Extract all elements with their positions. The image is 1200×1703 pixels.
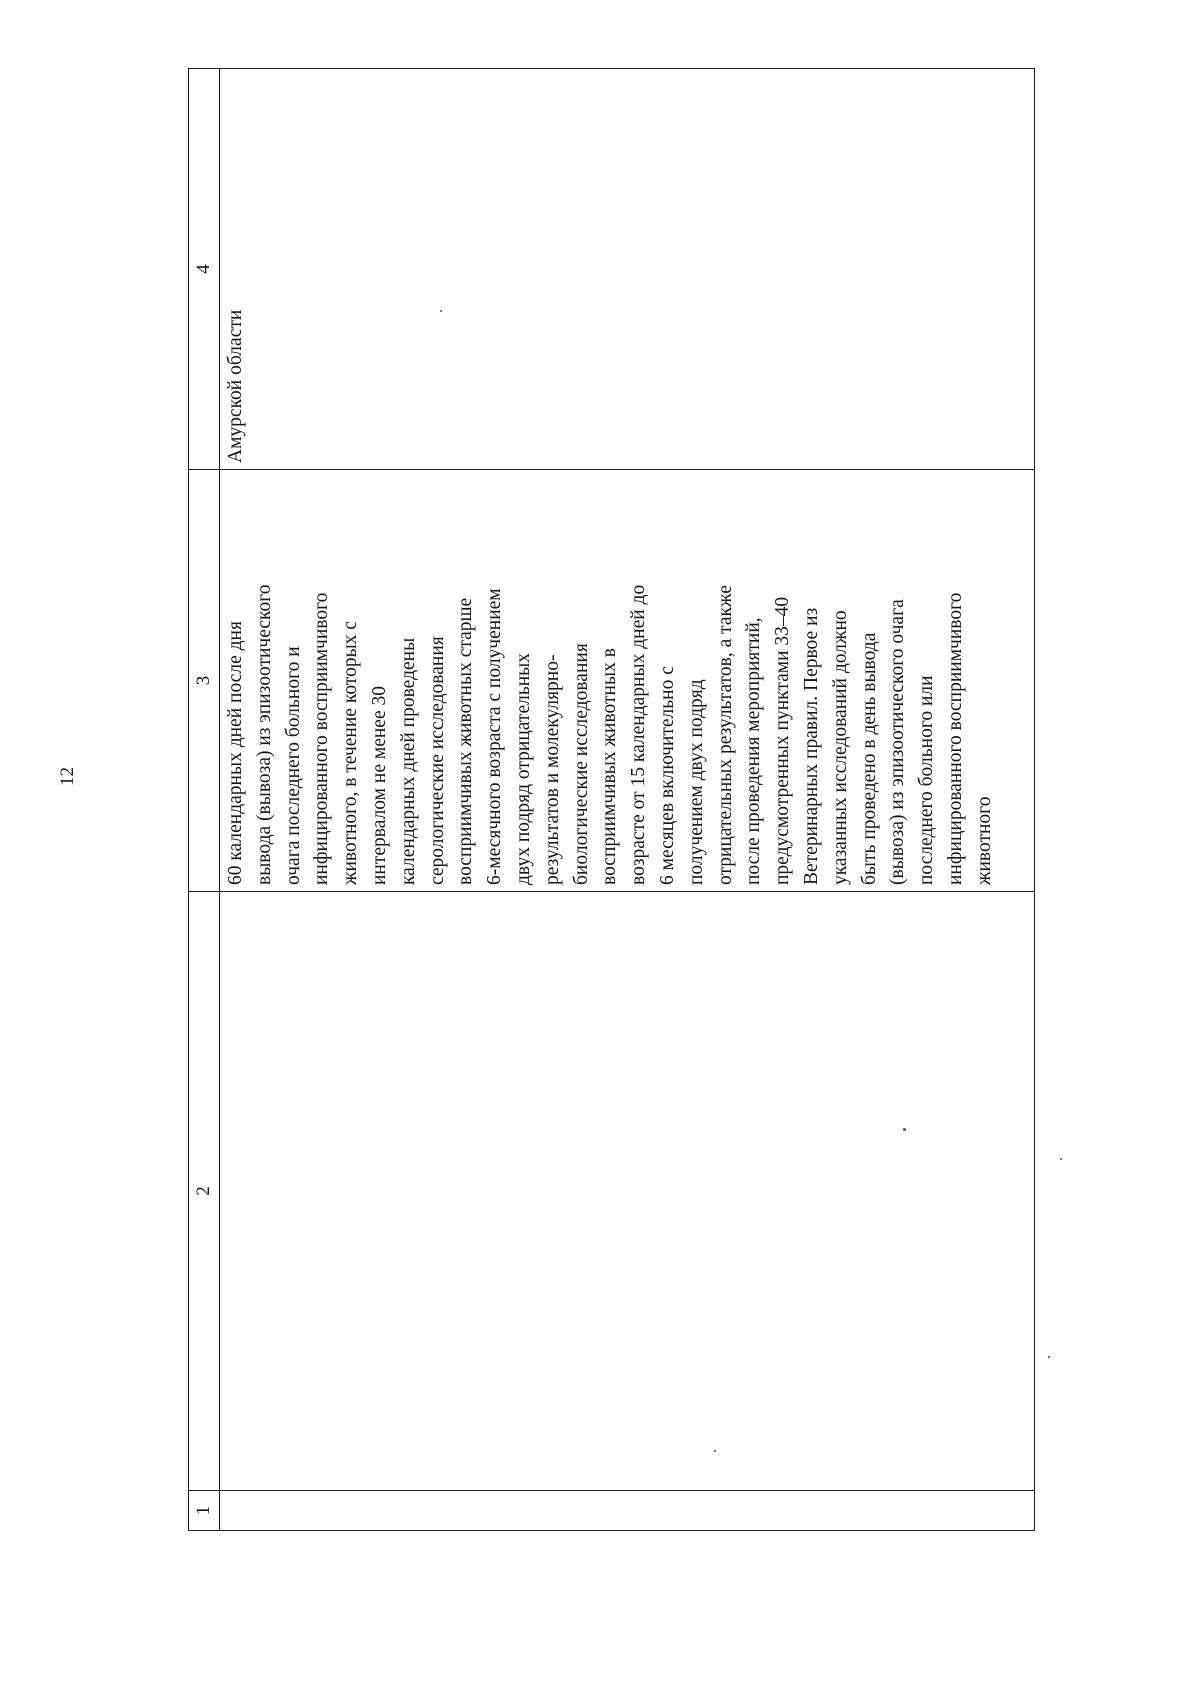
text-line: календарных дней проведены (397, 637, 419, 885)
cell-col-4 (220, 69, 1035, 470)
header-col-2: 2 (189, 892, 220, 1491)
text-line: вывода (вывоза) из эпизоотического (253, 584, 275, 885)
scan-speck (903, 1128, 906, 1131)
scan-speck (714, 1450, 716, 1452)
text-line: предусмотренных пунктами 33–40 (772, 596, 794, 885)
scan-speck (1048, 1356, 1050, 1358)
text-line: животного, в течение которых с (340, 621, 362, 885)
text-line: после проведения мероприятий, (743, 617, 765, 885)
text-line: 6 месяцев включительно с (656, 666, 678, 885)
header-col-3: 3 (189, 470, 220, 892)
table (188, 68, 1035, 1531)
scan-speck (1060, 1158, 1062, 1160)
text-line: 60 календарных дней после дня (225, 621, 246, 885)
text-line: двух подряд отрицательных (512, 652, 534, 885)
cell-col-3 (220, 470, 1035, 892)
cell-col-2 (220, 892, 1035, 1491)
text-line: восприимчивых животных старше (455, 597, 477, 885)
text-line: инфицированного восприимчивого (311, 592, 333, 885)
text-line: получением двух подряд (685, 679, 707, 885)
text-line: указанных исследований должно (829, 610, 851, 885)
header-col-4: 4 (189, 69, 220, 470)
text-line: 6-месячного возраста с получением (484, 588, 506, 885)
text-line: возрасте от 15 календарных дней до (628, 584, 650, 885)
page-number: 12 (57, 767, 78, 786)
header-col-1: 1 (189, 1491, 220, 1531)
table-row (220, 69, 1035, 1531)
text-line: инфицированного восприимчивого (944, 592, 966, 885)
text-line: (вывоза) из эпизоотического очага (887, 599, 909, 885)
text-line: последнего больного или (916, 675, 938, 885)
text-line: восприимчивых животных в (599, 648, 621, 885)
text-line: биологические исследования (570, 643, 592, 885)
text-line: интервалом не менее 30 (368, 686, 390, 885)
text-line: результатов и молекулярно- (541, 654, 563, 885)
text-line: серологические исследования (426, 636, 448, 885)
region-text: Амурской области (225, 309, 246, 463)
text-line: животного (973, 796, 995, 885)
text-line: Ветеринарных правил. Первое из (800, 607, 822, 885)
measures-table (188, 69, 1034, 1531)
restriction-terms-text (220, 470, 1034, 891)
text-line: очага последнего больного и (282, 646, 304, 885)
header-row (189, 69, 220, 1531)
cell-col-1 (220, 1491, 1035, 1531)
text-line: быть проведено в день вывода (858, 632, 880, 885)
scan-speck (440, 310, 442, 312)
text-line: отрицательных результатов, а также (714, 585, 736, 885)
